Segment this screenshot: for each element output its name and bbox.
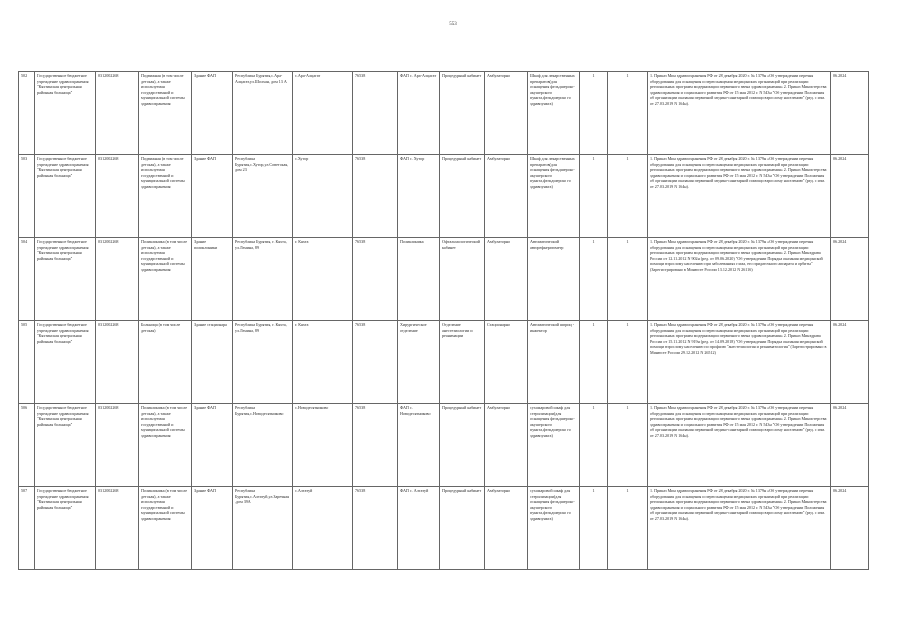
table-row xyxy=(19,238,869,321)
cell-settlement: с.Ара-Алцагат xyxy=(293,72,353,155)
cell-settlement: с.Хутор xyxy=(293,155,353,238)
cell-quantity-needed: 1 xyxy=(580,72,608,155)
cell-facility-type: Подвижная (в том числе детская), а также используемая государственной и муниципальной системы здравоохранения xyxy=(139,155,192,238)
cell-deadline: 06.2024 xyxy=(831,487,869,570)
cell-care-form: Амбулаторно xyxy=(485,72,528,155)
cell-legal-basis: 1. Приказ Мин здравоохранения РФ от 28 декабря 2020 г. № 1379н «Об утверждении перечня оборудования для оснащения и переоснащения медицинских организаций при реализации региональных программ модернизации первичного звена здравоохранения» 2. Приказ Министерства здравоохранения и социального развития РФ от 15 мая 2012 г. N 543н "Об утверждении Положения об организации оказания первичной медико-санитарной помощи взрослому населению" (ред. с изм. от 27.03.2019 N 164н). xyxy=(648,487,831,570)
cell-row-number: 506 xyxy=(19,404,35,487)
cell-postal-code: 76538 xyxy=(353,238,398,321)
cell-quantity-needed: 1 xyxy=(580,155,608,238)
table-body xyxy=(19,72,869,570)
cell-unit: Хирургическое отделение xyxy=(398,321,440,404)
cell-department: Процедурный кабинет xyxy=(440,404,485,487)
cell-equipment: сухожаровой шкаф для стерилизации(для оснащения фельдшерско-акушерского пункта,фельдшерско го здравпункта) xyxy=(528,487,580,570)
cell-organization: Государственное бюджетное учреждение здравоохранения "Кяхтинская центральная районная больница" xyxy=(35,404,96,487)
cell-postal-code: 76538 xyxy=(353,487,398,570)
cell-department: Процедурный кабинет xyxy=(440,155,485,238)
cell-legal-basis: 1. Приказ Мин здравоохранения РФ от 28 декабря 2020 г. № 1379н «Об утверждении перечня оборудования для оснащения и переоснащения медицинских организаций при реализации региональных программ модернизации первичного звена здравоохранения» 2. Приказ Министерства здравоохранения и социального развития РФ от 15 мая 2012 г. N 543н "Об утверждении Положения об организации оказания первичной медико-санитарной помощи взрослому населению" (ред. с изм. от 27.03.2019 N 164н). xyxy=(648,404,831,487)
cell-postal-code: 76538 xyxy=(353,155,398,238)
cell-postal-code: 76538 xyxy=(353,404,398,487)
cell-address: Республика Бурятия, г. Кяхта, ул.Ленина, 89 xyxy=(233,321,293,404)
cell-care-form: Амбулаторно xyxy=(485,155,528,238)
cell-facility-type: Подвижная (в том числе детская), а также используемая государственной и муниципальной системы здравоохранения xyxy=(139,72,192,155)
cell-org-code: 0312002268 xyxy=(96,404,139,487)
cell-facility-type: Поликлиника (в том числе детская), а также используемая государственной и муниципальной системы здравоохранения xyxy=(139,238,192,321)
cell-postal-code: 76538 xyxy=(353,321,398,404)
cell-organization: Государственное бюджетное учреждение здравоохранения "Кяхтинская центральная районная больница" xyxy=(35,72,96,155)
table-row xyxy=(19,72,869,155)
cell-facility-type: Поликлиника (в том числе детская), а также используемая государственной и муниципальной системы здравоохранения xyxy=(139,487,192,570)
cell-quantity: 1 xyxy=(608,238,648,321)
cell-deadline: 06.2024 xyxy=(831,72,869,155)
cell-building: Здание стационара xyxy=(192,321,233,404)
cell-settlement: с.Новодесятниково xyxy=(293,404,353,487)
cell-unit: ФАП с. Ара-Алцагат xyxy=(398,72,440,155)
cell-care-form: Амбулаторно xyxy=(485,238,528,321)
cell-quantity: 1 xyxy=(608,72,648,155)
cell-row-number: 502 xyxy=(19,72,35,155)
cell-care-form: Амбулаторно xyxy=(485,487,528,570)
cell-org-code: 0312002268 xyxy=(96,321,139,404)
cell-building: Здание ФАП xyxy=(192,72,233,155)
cell-department: Офтальмологический кабинет xyxy=(440,238,485,321)
cell-unit: ФАП с. Алтатуй xyxy=(398,487,440,570)
cell-quantity: 1 xyxy=(608,404,648,487)
cell-address: Республика Бурятия,с.Алтатуй,ул.Заречная,дом 39А xyxy=(233,487,293,570)
cell-department: Отделение анестезиологии и реанимации xyxy=(440,321,485,404)
cell-organization: Государственное бюджетное учреждение здравоохранения "Кяхтинская центральная районная больница" xyxy=(35,155,96,238)
cell-quantity: 1 xyxy=(608,155,648,238)
cell-equipment: Автоматический шприц - инжектор xyxy=(528,321,580,404)
cell-legal-basis: 1. Приказ Мин здравоохранения РФ от 28 декабря 2020 г. № 1379н «Об утверждении перечня оборудования для оснащения и переоснащения медицинских организаций при реализации региональных программ модернизации первичного звена здравоохранения» 2. Приказ Министерства здравоохранения и социального развития РФ от 15 мая 2012 г. N 543н "Об утверждении Положения об организации оказания первичной медико-санитарной помощи взрослому населению" (ред. с изм. от 27.03.2019 N 164н). xyxy=(648,72,831,155)
cell-organization: Государственное бюджетное учреждение здравоохранения "Кяхтинская центральная районная больница" xyxy=(35,487,96,570)
cell-facility-type: Поликлиника (в том числе детская), а также используемая государственной и муниципальной системы здравоохранения xyxy=(139,404,192,487)
cell-deadline: 06.2024 xyxy=(831,238,869,321)
cell-quantity-needed: 1 xyxy=(580,321,608,404)
cell-department: Процедурный кабинет xyxy=(440,487,485,570)
cell-row-number: 505 xyxy=(19,321,35,404)
cell-department: Процедурный кабинет xyxy=(440,72,485,155)
cell-equipment: Автоматический авторефкератометр xyxy=(528,238,580,321)
cell-building: Здание ФАП xyxy=(192,155,233,238)
cell-settlement: с.Алтатуй xyxy=(293,487,353,570)
cell-unit: Поликлиника xyxy=(398,238,440,321)
cell-org-code: 0312002268 xyxy=(96,238,139,321)
cell-settlement: г. Кяхта xyxy=(293,321,353,404)
page-number: 553 xyxy=(449,22,457,27)
cell-address: Республика Бурятия,с.Новодесятниково xyxy=(233,404,293,487)
table-row xyxy=(19,321,869,404)
cell-deadline: 06.2024 xyxy=(831,155,869,238)
cell-quantity-needed: 1 xyxy=(580,404,608,487)
equipment-table xyxy=(18,71,869,570)
cell-legal-basis: 1. Приказ Мин здравоохранения РФ от 28 декабря 2020 г. № 1379н «Об утверждении перечня оборудования для оснащения и переоснащения медицинских организаций при реализации региональных программ модернизации первичного звена здравоохранения» 2. Приказ Министерства здравоохранения и социального развития РФ от 15 мая 2012 г. N 543н "Об утверждении Положения об организации оказания первичной медико-санитарной помощи взрослому населению" (ред. с изм. от 27.03.2019 N 164н). xyxy=(648,155,831,238)
cell-legal-basis: 1. Приказ Мин здравоохранения РФ от 28 декабря 2020 г. № 1379н «Об утверждении перечня оборудования для оснащения и переоснащения медицинских организаций при реализации региональных программ модернизации первичного звена здравоохранения» 2. Приказ Минздрава России от 12.11.2012 N 902н (ред. от 09.06.2020) "Об утверждении Порядка оказания медицинской помощи взрослому населению при заболеваниях глаза, его придаточного аппарата и орбиты" (Зарегистрировано в Минюсте России 13.12.2012 N 26116) xyxy=(648,238,831,321)
cell-building: Здание ФАП xyxy=(192,487,233,570)
cell-deadline: 06.2024 xyxy=(831,321,869,404)
cell-unit: ФАП с. Новодесятниково xyxy=(398,404,440,487)
cell-address: Республика Бурятия,с.Хутор,ул.Советская,дом 23 xyxy=(233,155,293,238)
cell-row-number: 503 xyxy=(19,155,35,238)
cell-org-code: 0312002268 xyxy=(96,155,139,238)
cell-facility-type: Больница (в том числе детская) xyxy=(139,321,192,404)
cell-row-number: 507 xyxy=(19,487,35,570)
cell-care-form: Стационарно xyxy=(485,321,528,404)
table-row xyxy=(19,404,869,487)
cell-organization: Государственное бюджетное учреждение здравоохранения "Кяхтинская центральная районная больница" xyxy=(35,238,96,321)
cell-settlement: г. Кяхта xyxy=(293,238,353,321)
cell-address: Республика Бурятия, г. Кяхта, ул.Ленина, 89 xyxy=(233,238,293,321)
cell-care-form: Амбулаторно xyxy=(485,404,528,487)
cell-unit: ФАП с. Хутор xyxy=(398,155,440,238)
cell-building: Здание ФАП xyxy=(192,404,233,487)
cell-postal-code: 76538 xyxy=(353,72,398,155)
cell-quantity-needed: 1 xyxy=(580,238,608,321)
table-row xyxy=(19,155,869,238)
cell-equipment: сухожаровой шкаф для стерилизации(для оснащения фельдшерско-акушерского пункта,фельдшерско го здравпункта) xyxy=(528,404,580,487)
cell-deadline: 06.2024 xyxy=(831,404,869,487)
cell-quantity: 1 xyxy=(608,321,648,404)
cell-building: Здание поликлиники xyxy=(192,238,233,321)
cell-quantity: 1 xyxy=(608,487,648,570)
cell-equipment: Шкаф для лекарственных препаратов(для оснащения фельдшерско-акушерского пункта,фельдшерско го здравпункта) xyxy=(528,72,580,155)
cell-quantity-needed: 1 xyxy=(580,487,608,570)
cell-address: Республика Бурятия,с.Ара-Алцагат,ул.Шолхан, дом 13 А xyxy=(233,72,293,155)
cell-legal-basis: 1. Приказ Мин здравоохранения РФ от 28 декабря 2020 г. № 1379н «Об утверждении перечня оборудования для оснащения и переоснащения медицинских организаций при реализации региональных программ модернизации первичного звена здравоохранения» 2. Приказ Минздрава России от 15.11.2012 N 919н (ред. от 14.09.2018) "Об утверждении Порядка оказания медицинской помощи взрослому населению по профилю "анестезиология и реаниматология" (Зарегистрировано в Минюсте России 29.12.2012 N 26512) xyxy=(648,321,831,404)
cell-row-number: 504 xyxy=(19,238,35,321)
cell-equipment: Шкаф для лекарственных препаратов(для оснащения фельдшерско-акушерского пункта,фельдшерско го здравпункта) xyxy=(528,155,580,238)
cell-org-code: 0312002268 xyxy=(96,487,139,570)
cell-org-code: 0312002268 xyxy=(96,72,139,155)
cell-organization: Государственное бюджетное учреждение здравоохранения "Кяхтинская центральная районная больница" xyxy=(35,321,96,404)
table-row xyxy=(19,487,869,570)
